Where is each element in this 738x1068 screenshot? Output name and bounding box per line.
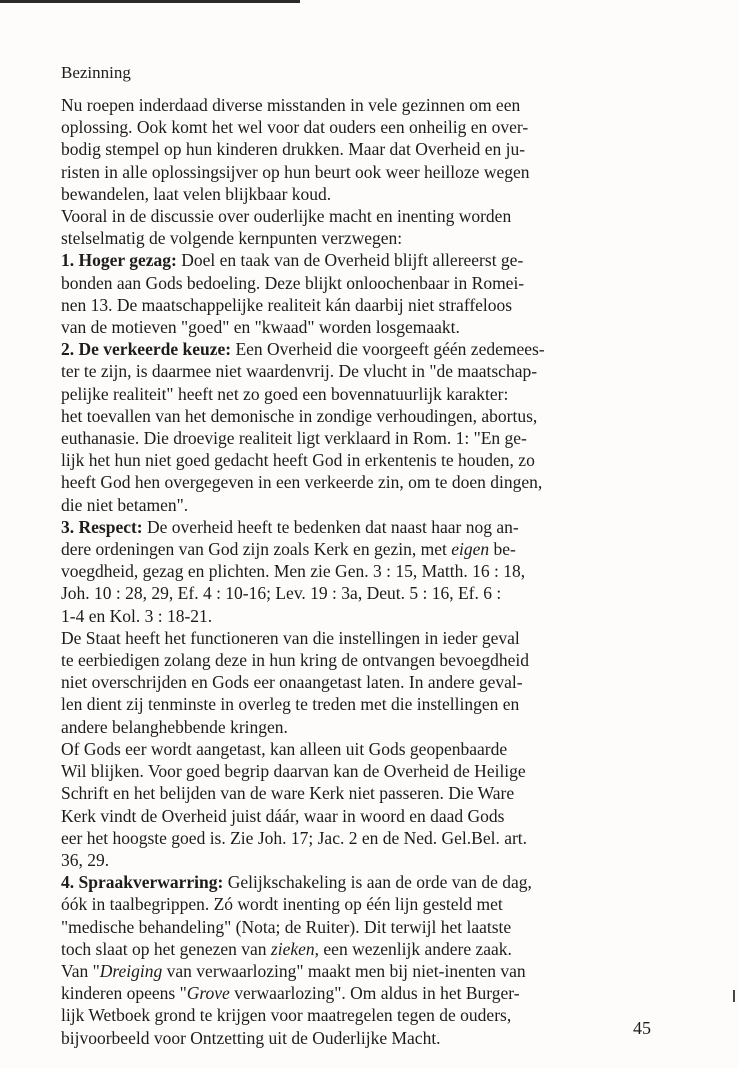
- text-run: bewandelen, laat velen blijkbaar koud.: [61, 183, 332, 204]
- text-line: [61, 605, 681, 627]
- page-number: 45: [633, 1018, 651, 1038]
- body-text: [61, 94, 681, 1049]
- emphasis: zieken: [270, 938, 315, 959]
- text-line: [61, 205, 681, 227]
- text-run: bodig stempel op hun kinderen drukken. Maar dat Overheid en ju-: [61, 139, 526, 160]
- text-run: óók in taalbegrippen. Zó wordt inenting op één lijn gesteld met: [61, 894, 503, 915]
- text-run: te eerbiedigen zolang deze in hun kring de ontvangen bevoegdheid: [61, 650, 529, 671]
- text-line: [61, 538, 681, 560]
- text-line: [61, 960, 681, 982]
- text-line: [61, 272, 681, 294]
- text-run: be-: [489, 539, 516, 560]
- point-heading: 4. Spraakverwarring:: [61, 872, 224, 893]
- text-line: [61, 738, 681, 760]
- text-run: toch slaat op het genezen van: [61, 938, 271, 959]
- text-line: [61, 649, 681, 671]
- text-run: Vooral in de discussie over ouderlijke macht en inenting worden: [61, 206, 512, 227]
- text-run: lijk het hun niet goed gedacht heeft God in erkentenis te houden, zo: [61, 450, 535, 471]
- section-heading: Bezinning: [61, 63, 131, 82]
- text-run: Kerk vindt de Overheid juist dáár, waar in woord en daad Gods: [61, 805, 505, 826]
- text-line: [61, 627, 681, 649]
- point-heading: 3. Respect:: [61, 516, 143, 537]
- text-line: [61, 871, 681, 893]
- text-run: Een Overheid die voorgeeft géén zedemees-: [231, 339, 545, 360]
- text-line: [61, 360, 681, 382]
- text-line: [61, 449, 681, 471]
- text-line: [61, 494, 681, 516]
- text-run: euthanasie. Die droevige realiteit ligt verklaard in Rom. 1: "En ge-: [61, 428, 527, 449]
- text-line: [61, 1004, 681, 1026]
- text-line: [61, 671, 681, 693]
- text-run: nen 13. De maatschappelijke realiteit kán daarbij niet straffeloos: [61, 294, 513, 315]
- text-line: [61, 582, 681, 604]
- article-text: [61, 62, 681, 1049]
- text-line: [61, 249, 681, 271]
- text-run: Wil blijken. Voor goed begrip daarvan kan de Overheid de Heilige: [61, 761, 526, 782]
- point-heading: 2. De verkeerde keuze:: [61, 339, 232, 360]
- text-run: pelijke realiteit" heeft net zo goed een bovennatuurlijk karakter:: [61, 383, 509, 404]
- text-line: [61, 383, 681, 405]
- text-run: eer het hoogste goed is. Zie Joh. 17; Jac. 2 en de Ned. Gel.Bel. art.: [61, 827, 528, 848]
- text-run: Gelijkschakeling is aan de orde van de dag,: [223, 872, 532, 893]
- text-line: [61, 116, 681, 138]
- text-line: [61, 183, 681, 205]
- text-run: ter te zijn, is daarmee niet waardenvrij. De vlucht in "de maatschap-: [61, 361, 538, 382]
- text-run: 1-4 en Kol. 3 : 18-21.: [61, 605, 213, 626]
- text-run: dere ordeningen van God zijn zoals Kerk en gezin, met: [61, 539, 452, 560]
- text-run: Joh. 10 : 28, 29, Ef. 4 : 10-16; Lev. 19 : 3a, Deut. 5 : 16, Ef. 6 :: [61, 583, 502, 604]
- text-line: [61, 560, 681, 582]
- text-run: van verwaarlozing" maakt men bij niet-inenten van: [162, 960, 526, 981]
- text-line: [61, 693, 681, 715]
- emphasis: eigen: [451, 539, 490, 560]
- text-line: [61, 161, 681, 183]
- text-run: verwaarlozing". Om aldus in het Burger-: [229, 983, 520, 1004]
- text-run: die niet betamen".: [61, 494, 189, 515]
- text-line: [61, 760, 681, 782]
- text-line: [61, 94, 681, 116]
- text-run: "medische behandeling" (Nota; de Ruiter). Dit terwijl het laatste: [61, 916, 512, 937]
- text-run: kinderen opeens ": [61, 983, 187, 1004]
- text-line: [61, 405, 681, 427]
- text-line: [61, 893, 681, 915]
- text-line: [61, 827, 681, 849]
- text-run: Nu roepen inderdaad diverse misstanden in vele gezinnen om een: [61, 95, 521, 115]
- text-line: [61, 1027, 681, 1049]
- text-run: 36, 29.: [61, 849, 110, 870]
- text-run: het toevallen van het demonische in zondige verhoudingen, abortus,: [61, 405, 538, 426]
- text-line: [61, 227, 681, 249]
- emphasis: Dreiging: [99, 960, 163, 981]
- text-run: len dient zij tenminste in overleg te treden met die instellingen en: [61, 694, 520, 715]
- text-run: , een wezenlijk andere zaak.: [314, 938, 512, 959]
- text-run: bonden aan Gods bedoeling. Deze blijkt onloochenbaar in Romei-: [61, 272, 525, 293]
- text-line: [61, 427, 681, 449]
- text-run: heeft God hen overgegeven in een verkeerde zin, om te doen dingen,: [61, 472, 543, 493]
- text-run: lijk Wetboek grond te krijgen voor maatregelen tegen de ouders,: [61, 1005, 512, 1026]
- text-run: oplossing. Ook komt het wel voor dat ouders een onheilig en over-: [61, 117, 529, 138]
- text-line: [61, 938, 681, 960]
- text-run: Of Gods eer wordt aangetast, kan alleen uit Gods geopenbaarde: [61, 738, 508, 759]
- text-line: [61, 916, 681, 938]
- text-line: [61, 338, 681, 360]
- text-line: [61, 782, 681, 804]
- text-line: [61, 716, 681, 738]
- text-line: [61, 849, 681, 871]
- point-heading: 1. Hoger gezag:: [61, 250, 177, 271]
- text-run: De Staat heeft het functioneren van die instellingen in ieder geval: [61, 627, 520, 648]
- text-line: [61, 471, 681, 493]
- text-line: [61, 805, 681, 827]
- text-line: [61, 516, 681, 538]
- text-run: voegdheid, gezag en plichten. Men zie Gen. 3 : 15, Matth. 16 : 18,: [61, 561, 526, 582]
- text-line: [61, 316, 681, 338]
- text-run: bijvoorbeeld voor Ontzetting uit de Ouderlijke Macht.: [61, 1027, 441, 1048]
- text-run: van de motieven "goed" en "kwaad" worden losgemaakt.: [61, 317, 460, 338]
- text-run: stelselmatig de volgende kernpunten verzwegen:: [61, 228, 403, 249]
- text-run: risten in alle oplossingsijver op hun beurt ook weer heilloze wegen: [61, 161, 530, 182]
- text-run: Van ": [61, 960, 100, 981]
- text-line: [61, 138, 681, 160]
- text-run: niet overschrijden en Gods eer onaangetast laten. In andere geval-: [61, 672, 523, 693]
- text-run: De overheid heeft te bedenken dat naast haar nog an-: [142, 516, 519, 537]
- text-run: Schrift en het belijden van de ware Kerk niet passeren. Die Ware: [61, 783, 515, 804]
- emphasis: Grove: [186, 983, 230, 1004]
- margin-mark: [733, 990, 735, 1002]
- text-line: [61, 982, 681, 1004]
- text-run: Doel en taak van de Overheid blijft allereerst ge-: [176, 250, 524, 271]
- text-line: [61, 294, 681, 316]
- top-rule: [0, 0, 300, 3]
- text-run: andere belanghebbende kringen.: [61, 716, 288, 737]
